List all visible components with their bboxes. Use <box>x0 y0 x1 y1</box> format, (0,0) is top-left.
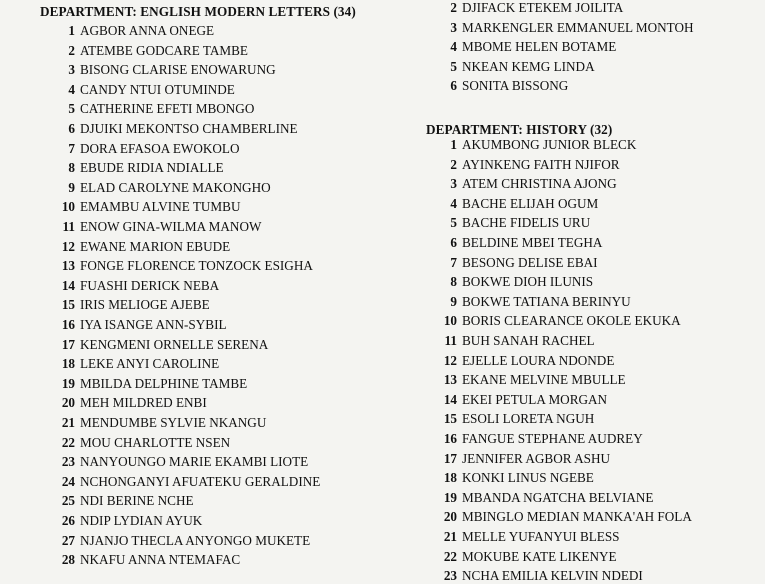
student-name: EMAMBU ALVINE TUMBU <box>80 199 241 215</box>
entry-number: 11 <box>444 333 457 348</box>
entry-number: 13 <box>443 372 457 388</box>
list-item <box>0 278 219 294</box>
list-item <box>0 337 268 353</box>
student-name: JENNIFER AGBOR ASHU <box>462 450 611 466</box>
entry-number: 14 <box>61 277 75 293</box>
entry-number: 5 <box>68 101 75 117</box>
list-item <box>400 196 598 212</box>
list-item <box>400 137 636 153</box>
list-item <box>400 509 692 525</box>
entry-number: 20 <box>61 395 75 411</box>
list-item <box>400 255 598 271</box>
entry-number: 1 <box>68 23 75 38</box>
list-item <box>0 474 320 490</box>
student-name: BESONG DELISE EBAI <box>462 254 598 270</box>
right-column <box>400 0 765 584</box>
student-name: NANYOUNGO MARIE EKAMBI LIOTE <box>80 454 309 470</box>
list-item <box>0 82 235 98</box>
list-item <box>400 549 617 565</box>
entry-number: 21 <box>443 529 457 544</box>
student-name: ELAD CAROLYNE MAKONGHO <box>80 179 271 195</box>
student-name: BOKWE TATIANA BERINYU <box>462 293 631 309</box>
entry-number: 21 <box>61 415 75 430</box>
student-name: EKEI PETULA MORGAN <box>462 391 608 407</box>
student-name: EKANE MELVINE MBULLE <box>462 372 626 388</box>
list-item <box>400 215 590 231</box>
list-item <box>400 294 631 310</box>
student-name: ENOW GINA-WILMA MANOW <box>80 219 262 234</box>
entry-number: 10 <box>443 313 457 329</box>
entry-number: 3 <box>450 19 457 35</box>
list-item <box>0 415 266 431</box>
entry-number: 26 <box>61 513 75 528</box>
list-item <box>0 493 194 509</box>
list-item <box>0 552 240 568</box>
student-name: NDIP LYDIAN AYUK <box>80 513 203 528</box>
student-name: MENDUMBE SYLVIE NKANGU <box>80 415 267 430</box>
entry-number: 2 <box>68 42 75 58</box>
list-item <box>400 274 593 290</box>
student-name: DORA EFASOA EWOKOLO <box>80 140 240 156</box>
list-item <box>400 78 568 94</box>
entry-number: 20 <box>443 509 457 525</box>
entry-number: 7 <box>68 140 75 156</box>
student-name: MELLE YUFANYUI BLESS <box>462 529 620 544</box>
entry-number: 11 <box>62 219 75 234</box>
list-item <box>400 411 594 427</box>
entry-number: 8 <box>450 274 457 290</box>
list-item <box>0 219 261 235</box>
student-name: NCHA EMILIA KELVIN NDEDI <box>462 568 643 584</box>
list-item <box>400 20 694 36</box>
entry-number: 15 <box>61 297 75 313</box>
entry-number: 18 <box>443 470 457 486</box>
list-item <box>0 141 239 157</box>
student-name: BUH SANAH RACHEL <box>462 333 595 348</box>
student-name: MOU CHARLOTTE NSEN <box>80 434 231 450</box>
list-item <box>0 513 202 529</box>
student-name: ESOLI LORETA NGUH <box>462 411 595 427</box>
entry-number: 8 <box>68 160 75 176</box>
entry-number: 22 <box>61 434 75 450</box>
student-name: MBINGLO MEDIAN MANKA'AH FOLA <box>462 509 692 525</box>
student-name: EWANE MARION EBUDE <box>80 238 231 254</box>
list-item <box>0 454 308 470</box>
list-item <box>0 533 310 549</box>
list-item <box>0 62 276 78</box>
student-name: BORIS CLEARANCE OKOLE EKUKA <box>462 313 681 329</box>
student-name: NKEAN KEMG LINDA <box>462 58 595 74</box>
student-name: IRIS MELIOGE AJEBE <box>80 297 210 313</box>
student-name: KENGMENI ORNELLE SERENA <box>80 336 269 352</box>
list-item <box>0 23 214 39</box>
department-heading-history: DEPARTMENT: HISTORY (32) <box>426 122 613 137</box>
student-name: NDI BERINE NCHE <box>80 493 194 509</box>
student-name: MOKUBE KATE LIKENYE <box>462 548 617 564</box>
list-item <box>0 356 219 372</box>
student-name: NKAFU ANNA NTEMAFAC <box>80 552 241 568</box>
student-name: AYINKENG FAITH NJIFOR <box>462 156 620 172</box>
student-name: EJELLE LOURA NDONDE <box>462 352 615 368</box>
list-item <box>400 451 610 467</box>
entry-number: 4 <box>68 81 75 97</box>
list-item <box>400 59 595 75</box>
student-name: NCHONGANYI AFUATEKU GERALDINE <box>80 473 321 489</box>
student-name: EBUDE RIDIA NDIALLE <box>80 160 224 176</box>
list-item <box>400 431 643 447</box>
student-name: NJANJO THECLA ANYONGO MUKETE <box>80 532 311 548</box>
student-name: MARKENGLER EMMANUEL MONTOH <box>462 19 694 35</box>
entry-number: 23 <box>443 568 457 584</box>
entry-number: 4 <box>450 195 457 211</box>
list-item <box>400 470 594 486</box>
student-name: CATHERINE EFETI MBONGO <box>80 101 255 117</box>
entry-number: 1 <box>450 137 457 152</box>
list-item <box>400 176 617 192</box>
student-name: FANGUE STEPHANE AUDREY <box>462 431 643 446</box>
entry-number: 12 <box>61 238 75 254</box>
entry-number: 24 <box>61 473 75 489</box>
entry-number: 2 <box>450 156 457 172</box>
student-name: MBILDA DELPHINE TAMBE <box>80 375 248 391</box>
list-item <box>0 160 224 176</box>
student-name: LEKE ANYI CAROLINE <box>80 356 220 372</box>
list-item <box>0 376 247 392</box>
student-name: IYA ISANGE ANN-SYBIL <box>80 317 227 332</box>
department-heading-english: DEPARTMENT: ENGLISH MODERN LETTERS (34) <box>40 4 356 19</box>
student-name: KONKI LINUS NGEBE <box>462 470 594 486</box>
student-name: DJUIKI MEKONTSO CHAMBERLINE <box>80 121 298 136</box>
student-name: BACHE FIDELIS URU <box>462 215 591 231</box>
entry-number: 18 <box>61 356 75 372</box>
list-item <box>0 297 210 313</box>
student-name: ATEM CHRISTINA AJONG <box>462 176 617 192</box>
list-item <box>0 101 254 117</box>
list-item <box>0 435 230 451</box>
list-item <box>400 0 623 16</box>
list-item <box>0 121 298 137</box>
list-item <box>400 353 614 369</box>
entry-number: 16 <box>61 317 75 332</box>
student-name: BACHE ELIJAH OGUM <box>462 195 599 211</box>
entry-number: 5 <box>450 58 457 74</box>
student-name: DJIFACK ETEKEM JOILITA <box>462 0 624 15</box>
entry-number: 23 <box>61 454 75 470</box>
student-name: BELDINE MBEI TEGHA <box>462 235 603 250</box>
entry-number: 17 <box>61 336 75 352</box>
entry-number: 7 <box>450 254 457 270</box>
student-name: FUASHI DERICK NEBA <box>80 277 220 293</box>
list-item <box>0 258 313 274</box>
list-item <box>0 395 207 411</box>
list-item <box>0 199 240 215</box>
student-name: MBANDA NGATCHA BELVIANE <box>462 489 654 505</box>
list-item <box>400 333 595 349</box>
entry-number: 5 <box>450 215 457 231</box>
list-item <box>400 372 626 388</box>
entry-number: 10 <box>61 199 75 215</box>
entry-number: 22 <box>443 548 457 564</box>
list-item <box>400 313 681 329</box>
entry-number: 3 <box>68 62 75 78</box>
student-name: MEH MILDRED ENBI <box>80 395 207 411</box>
list-item <box>400 392 607 408</box>
student-name: BISONG CLARISE ENOWARUNG <box>80 62 276 78</box>
student-name: MBOME HELEN BOTAME <box>462 39 617 55</box>
student-name: CANDY NTUI OTUMINDE <box>80 81 235 97</box>
entry-number: 6 <box>68 121 75 136</box>
list-item <box>400 235 602 251</box>
student-name: AKUMBONG JUNIOR BLECK <box>462 137 637 152</box>
entry-number: 2 <box>450 0 457 15</box>
list-item <box>400 39 616 55</box>
entry-number: 13 <box>61 258 75 274</box>
list-item <box>0 239 230 255</box>
entry-number: 12 <box>443 352 457 368</box>
entry-number: 3 <box>450 176 457 192</box>
student-name: SONITA BISSONG <box>462 78 569 94</box>
list-item <box>0 180 271 196</box>
student-name: ATEMBE GODCARE TAMBE <box>80 42 248 58</box>
student-name: BOKWE DIOH ILUNIS <box>462 274 594 290</box>
entry-number: 25 <box>61 493 75 509</box>
entry-number: 6 <box>450 78 457 94</box>
entry-number: 6 <box>450 235 457 250</box>
student-name: FONGE FLORENCE TONZOCK ESIGHA <box>80 258 313 274</box>
list-item <box>0 43 248 59</box>
entry-number: 19 <box>443 489 457 505</box>
list-item <box>400 529 620 545</box>
list-item <box>400 490 653 506</box>
list-item <box>400 568 643 584</box>
entry-number: 15 <box>443 411 457 427</box>
student-name: AGBOR ANNA ONEGE <box>80 23 215 38</box>
entry-number: 17 <box>443 450 457 466</box>
entry-number: 27 <box>61 532 75 548</box>
entry-number: 14 <box>443 391 457 407</box>
list-item <box>400 157 620 173</box>
entry-number: 19 <box>61 375 75 391</box>
entry-number: 9 <box>450 293 457 309</box>
entry-number: 28 <box>61 552 75 568</box>
entry-number: 16 <box>443 431 457 446</box>
list-item <box>0 317 227 333</box>
entry-number: 9 <box>68 179 75 195</box>
entry-number: 4 <box>450 39 457 55</box>
